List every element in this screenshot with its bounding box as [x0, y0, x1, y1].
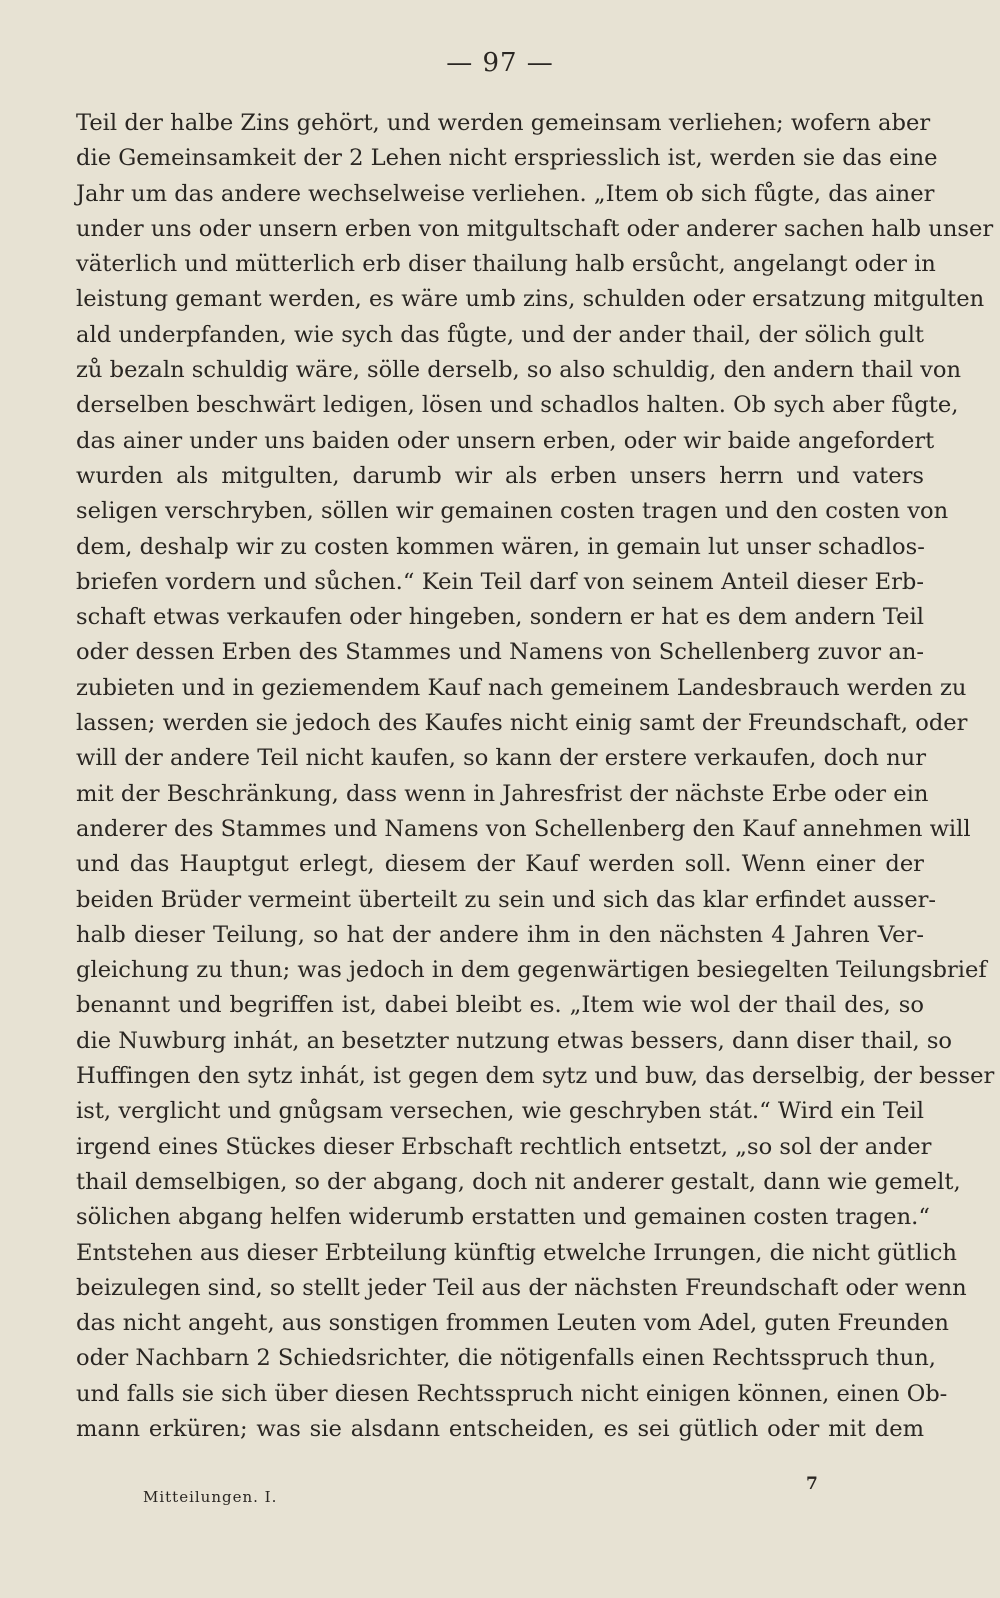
text-line: die Gemeinsamkeit der 2 Lehen nicht erspriesslich ist, werden sie das eine: [76, 145, 938, 172]
text-line: lassen; werden sie jedoch des Kaufes nicht einig samt der Freundschaft, oder: [76, 710, 968, 737]
text-line: halb dieser Teilung, so hat der andere ihm in den nächsten 4 Jahren Ver-: [76, 921, 924, 948]
text-line: wurden als mitgulten, darumb wir als erben unsers herrn und vaters: [76, 462, 924, 489]
text-line: ald underpfanden, wie sych das fůgte, und der ander thail, der sölich gult: [76, 321, 924, 348]
text-line: thail demselbigen, so der abgang, doch nit anderer gestalt, dann wie gemelt,: [76, 1168, 961, 1195]
text-line: oder dessen Erben des Stammes und Namens von Schellenberg zuvor an-: [76, 639, 924, 666]
text-line: beizulegen sind, so stellt jeder Teil aus der nächsten Freundschaft oder wenn: [76, 1274, 967, 1301]
text-line: mann erküren; was sie alsdann entscheiden, es sei gütlich oder mit dem: [76, 1415, 924, 1442]
text-line: und falls sie sich über diesen Rechtsspruch nicht einigen können, einen Ob-: [76, 1380, 948, 1407]
text-line: dem, deshalp wir zu costen kommen wären, in gemain lut unser schadlos-: [76, 533, 925, 560]
text-line: väterlich und mütterlich erb diser thailung halb ersůcht, angelangt oder in: [76, 251, 936, 278]
text-line: beiden Brüder vermeint überteilt zu sein und sich das klar erfindet ausser-: [76, 886, 937, 913]
text-line: und das Hauptgut erlegt, diesem der Kauf werden soll. Wenn einer der: [76, 851, 924, 878]
text-line: schaft etwas verkaufen oder hingeben, sondern er hat es dem andern Teil: [76, 604, 924, 631]
text-line: Huffingen den sytz inhát, ist gegen dem sytz und buw, das derselbig, der besser: [76, 1063, 995, 1090]
text-line: Teil der halbe Zins gehört, und werden gemeinsam verliehen; wofern aber: [76, 110, 931, 136]
text-line: briefen vordern und sůchen.“ Kein Teil darf von seinem Anteil dieser Erb-: [76, 568, 924, 595]
body-text: [76, 106, 995, 1447]
text-line: das ainer under uns baiden oder unsern erben, oder wir baide angefordert: [76, 427, 935, 454]
text-line: leistung gemant werden, es wäre umb zins, schulden oder ersatzung mitgulten: [76, 286, 985, 313]
text-line: will der andere Teil nicht kaufen, so kann der erstere verkaufen, doch nur: [76, 745, 927, 772]
text-line: Entstehen aus dieser Erbteilung künftig etwelche Irrungen, die nicht gütlich: [76, 1239, 957, 1266]
text-line: das nicht angeht, aus sonstigen frommen Leuten vom Adel, guten Freunden: [76, 1310, 949, 1337]
text-line: irgend eines Stückes dieser Erbschaft rechtlich entsetzt, „so sol der ander: [76, 1133, 932, 1160]
text-line: die Nuwburg inhát, an besetzter nutzung etwas bessers, dann diser thail, so: [76, 1027, 953, 1054]
text-line: seligen verschryben, söllen wir gemainen costen tragen und den costen von: [76, 498, 949, 525]
page-number-header: — 97 —: [446, 48, 554, 78]
text-line: benannt und begriffen ist, dabei bleibt es. „Item wie wol der thail des, so: [76, 992, 924, 1019]
text-line: gleichung zu thun; was jedoch in dem gegenwärtigen besiegelten Teilungsbrief: [76, 957, 987, 984]
text-line: under uns oder unsern erben von mitgultschaft oder anderer sachen halb unser: [76, 215, 994, 242]
text-line: sölichen abgang helfen widerumb erstatten und gemainen costen tragen.“: [76, 1204, 930, 1231]
text-line: zů bezaln schuldig wäre, sölle derselb, so also schuldig, den andern thail von: [76, 357, 962, 384]
text-line: oder Nachbarn 2 Schiedsrichter, die nötigenfalls einen Rechtsspruch thun,: [76, 1345, 936, 1372]
text-line: anderer des Stammes und Namens von Schellenberg den Kauf annehmen will: [76, 815, 971, 842]
footer-sheet-number: 7: [806, 1474, 818, 1494]
text-line: ist, verglicht und gnůgsam versechen, wie geschryben stát.“ Wird ein Teil: [76, 1098, 924, 1125]
text-line: derselben beschwärt ledigen, lösen und schadlos halten. Ob sych aber fůgte,: [76, 392, 959, 419]
text-line: mit der Beschränkung, dass wenn in Jahresfrist der nächste Erbe oder ein: [76, 780, 929, 807]
text-line: zubieten und in geziemendem Kauf nach gemeinem Landesbrauch werden zu: [76, 674, 967, 701]
footer-signature: Mitteilungen. I.: [143, 1488, 278, 1506]
text-line: Jahr um das andere wechselweise verliehen. „Item ob sich fůgte, das ainer: [76, 180, 935, 207]
